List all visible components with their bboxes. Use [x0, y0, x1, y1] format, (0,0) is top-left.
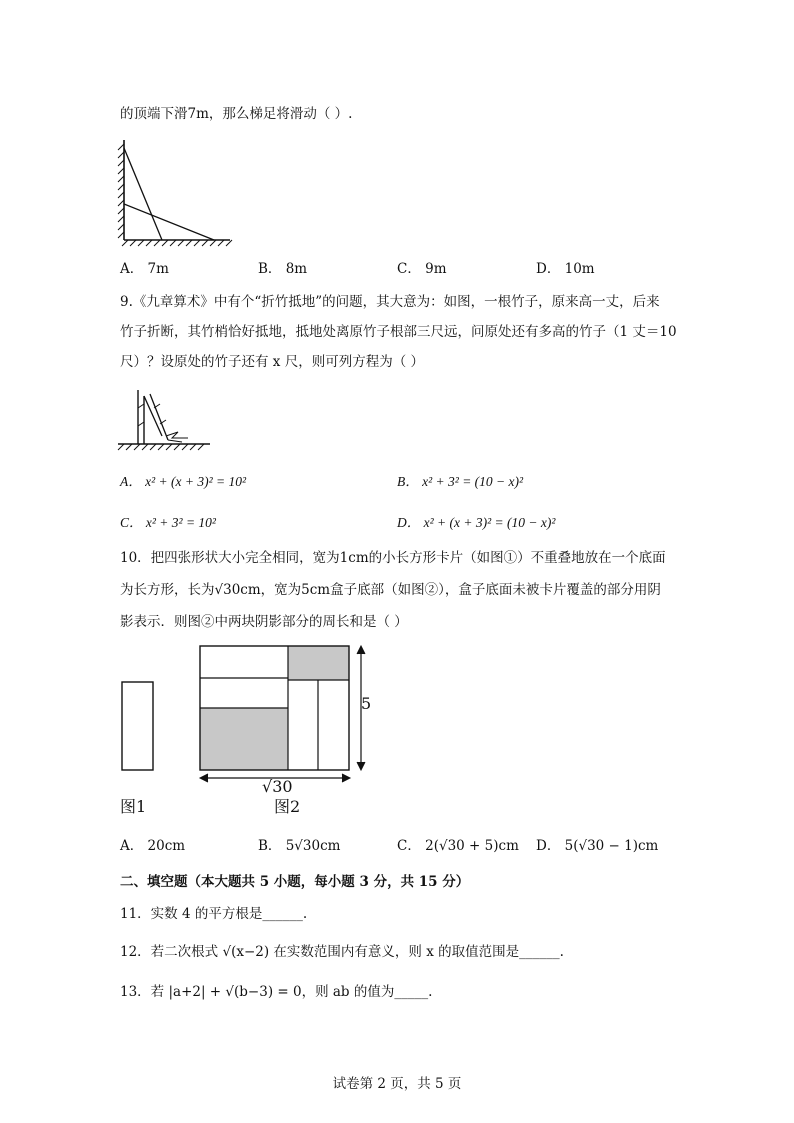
shaded-region-bottom-left — [200, 708, 288, 770]
q9-option-b: B． x² + 3² = (10 − x)² — [397, 474, 524, 489]
bamboo-figure — [118, 386, 213, 452]
q9-option-d: D． x² + (x + 3)² = (10 − x)² — [397, 515, 556, 530]
q13: 13．若 |a+2| + √(b−3) = 0，则 ab 的值为_____. — [120, 984, 433, 1000]
q10-option-c: C． 2(√30 + 5)cm — [397, 838, 519, 854]
page-footer: 试卷第 2 页，共 5 页 — [332, 1076, 462, 1092]
ladder-figure — [118, 136, 233, 248]
box-figure-2 — [198, 644, 388, 794]
section-2-title: 二、填空题（本大题共 5 小题，每小题 3 分，共 15 分） — [120, 874, 470, 890]
q8-stem-tail: 的顶端下滑7m，那么梯足将滑动（ ）. — [120, 106, 353, 122]
card-figure-1 — [120, 680, 156, 772]
q9-line-1: 9.《九章算术》中有个“折竹抵地”的问题，其大意为：如图，一根竹子，原来高一丈，后来 — [120, 294, 660, 310]
q10-line-2: 为长方形，长为√30cm，宽为5cm盒子底部（如图②），盒子底面未被卡片覆盖的部分用阴 — [120, 582, 661, 598]
shaded-region-top-right — [288, 646, 349, 680]
q8-option-b: B． 8m — [258, 261, 308, 277]
q8-option-d: D． 10m — [536, 261, 595, 277]
q9-line-2: 竹子折断，其竹梢恰好抵地，抵地处离原竹子根部三尺远，问原处还有多高的竹子（1 丈＝10 — [120, 324, 677, 340]
q9-option-c: C． x² + 3² = 10² — [120, 515, 216, 530]
q10-option-b: B． 5√30cm — [258, 838, 341, 854]
q8-option-c: C． 9m — [397, 261, 447, 277]
q10-option-d: D． 5(√30 − 1)cm — [536, 838, 659, 854]
q9-option-a: A． x² + (x + 3)² = 10² — [120, 474, 247, 489]
q10-line-3: 影表示．则图②中两块阴影部分的周长和是（ ） — [120, 614, 408, 630]
q12: 12．若二次根式 √(x−2) 在实数范围内有意义，则 x 的取值范围是______. — [120, 944, 564, 960]
dim-height-label: 5 — [361, 694, 372, 713]
q8-option-a: A． 7m — [120, 261, 169, 277]
q10-option-a: A． 20cm — [120, 838, 186, 854]
fig1-label: 图1 — [120, 797, 147, 816]
q9-line-3: 尺）？设原处的竹子还有 x 尺，则可列方程为（ ） — [120, 354, 424, 370]
fig2-label: 图2 — [274, 797, 301, 816]
q10-line-1: 10．把四张形状大小完全相同，宽为1cm的小长方形卡片（如图①）不重叠地放在一个底面 — [120, 550, 666, 566]
q11: 11．实数 4 的平方根是______. — [120, 906, 308, 922]
dim-width-label: √30 — [262, 777, 293, 796]
